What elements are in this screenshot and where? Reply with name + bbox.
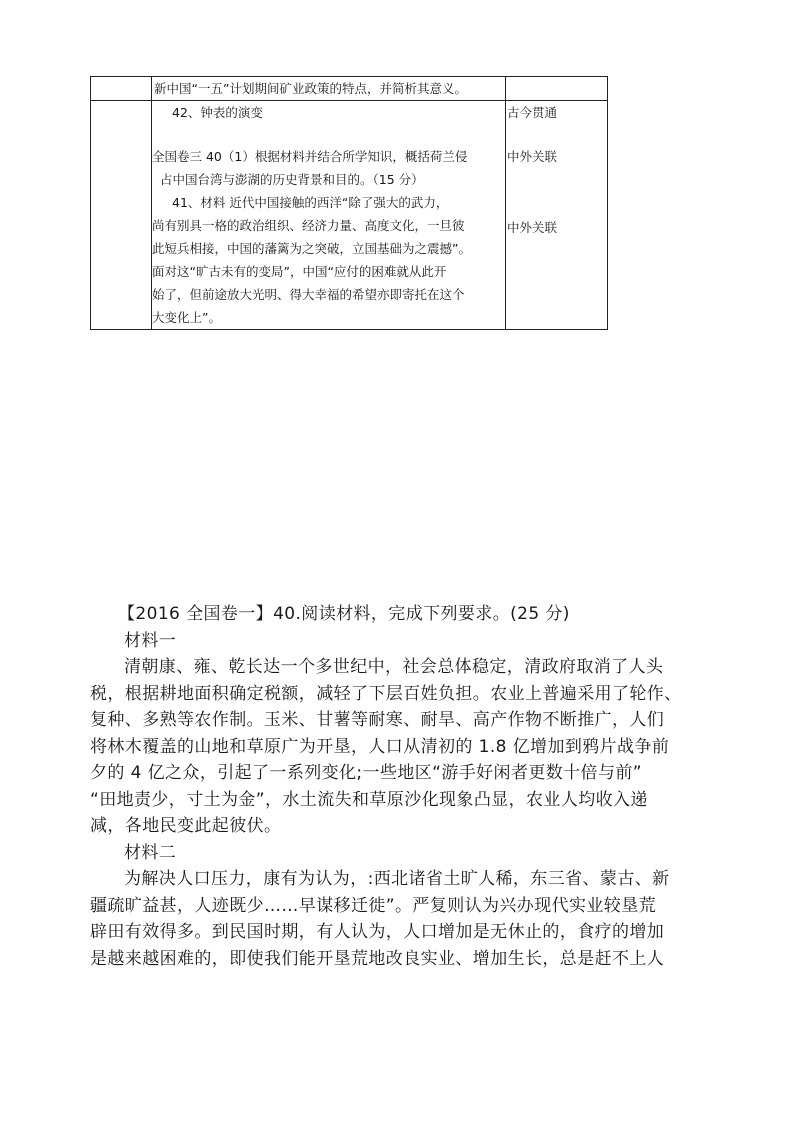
material-1-line-7: 减，各地民变此起彼伏。 bbox=[90, 816, 282, 836]
table-cell-tag bbox=[506, 101, 608, 330]
material-1-line-2: 税，根据耕地面积确定税额，减轻了下层百姓负担。农业上普遍采用了轮作、 bbox=[90, 683, 682, 704]
table-row bbox=[91, 101, 608, 330]
material-2-label: 材料二 bbox=[124, 842, 177, 863]
table-cell-empty bbox=[91, 77, 152, 101]
material-2-line-1: 为解决人口压力，康有为认为，:西北诸省土旷人稀，东三省、蒙古、新 bbox=[124, 869, 670, 889]
material-1-label: 材料一 bbox=[124, 630, 177, 651]
material-1-line-3: 复种、多熟等农作制。玉米、甘薯等耐寒、耐旱、高产作物不断推广，人们 bbox=[90, 710, 665, 730]
material-41-line-5: 始了，但前途放大光明、得大幸福的希望亦即寄托在这个 bbox=[152, 287, 465, 302]
juan3-question-line-2: 占中国台湾与澎湖的历史背景和目的。（15 分） bbox=[160, 172, 424, 187]
tag-gujin-guantong: 古今贯通 bbox=[507, 105, 558, 120]
material-41-line-1: 41、材料 近代中国接触的西洋“除了强大的武力， bbox=[172, 195, 449, 210]
material-2-line-3: 辟田有效得多。到民国时期，有人认为，人口增加是无休止的，食疗的增加 bbox=[90, 922, 665, 942]
table-cell-content bbox=[152, 101, 506, 330]
tag-zhongwai-guanlian-2: 中外关联 bbox=[507, 220, 558, 235]
material-2-line-2: 疆疏旷益甚，人迹既少……早谋移迁徙”。严复则认为兴办现代实业较垦荒 bbox=[90, 895, 657, 916]
table-cell-empty bbox=[91, 101, 152, 330]
question-42-title: 42、钟表的演变 bbox=[172, 105, 263, 120]
table-cell-content bbox=[152, 77, 506, 101]
row1-text: 新中国“一五”计划期间矿业政策的特点，并简析其意义。 bbox=[154, 81, 467, 96]
table-cell-tag bbox=[506, 77, 608, 101]
material-1-line-5: 夕的 4 亿之众，引起了一系列变化;一些地区“游手好闲者更数十倍与前” bbox=[90, 763, 642, 783]
juan3-question-line-1: 全国卷三 40（1）根据材料并结合所学知识，概括荷兰侵 bbox=[152, 149, 468, 164]
material-1-line-6: “田地责少，寸土为金”，水土流失和草原沙化现象凸显，农业人均收入递 bbox=[90, 789, 648, 810]
material-1-line-1: 清朝康、雍、乾长达一个多世纪中，社会总体稳定，清政府取消了人头 bbox=[124, 657, 664, 677]
table-row bbox=[91, 77, 608, 101]
material-41-line-2: 尚有别具一格的政治组织、经济力量、高度文化，一旦彼 bbox=[152, 218, 465, 233]
material-41-line-3: 此短兵相接，中国的藩篱为之突破，立国基础为之震撼”。 bbox=[152, 241, 471, 256]
question-heading: 【2016 全国卷一】40.阅读材料，完成下列要求。(25 分) bbox=[118, 604, 570, 624]
material-41-line-6: 大变化上”。 bbox=[152, 310, 221, 325]
material-2-line-4: 是越来越困难的，即使我们能开垦荒地改良实业、增加生长，总是赶不上人 bbox=[90, 948, 665, 969]
material-1-line-4: 将林木覆盖的山地和草原广为开垦，人口从清初的 1.8 亿增加到鸦片战争前 bbox=[90, 736, 670, 757]
question-body bbox=[90, 601, 712, 972]
material-41-line-4: 面对这“旷古未有的变局”，中国“应付的困难就从此开 bbox=[152, 264, 447, 279]
tag-zhongwai-guanlian-1: 中外关联 bbox=[507, 149, 558, 164]
question-table bbox=[90, 76, 608, 330]
